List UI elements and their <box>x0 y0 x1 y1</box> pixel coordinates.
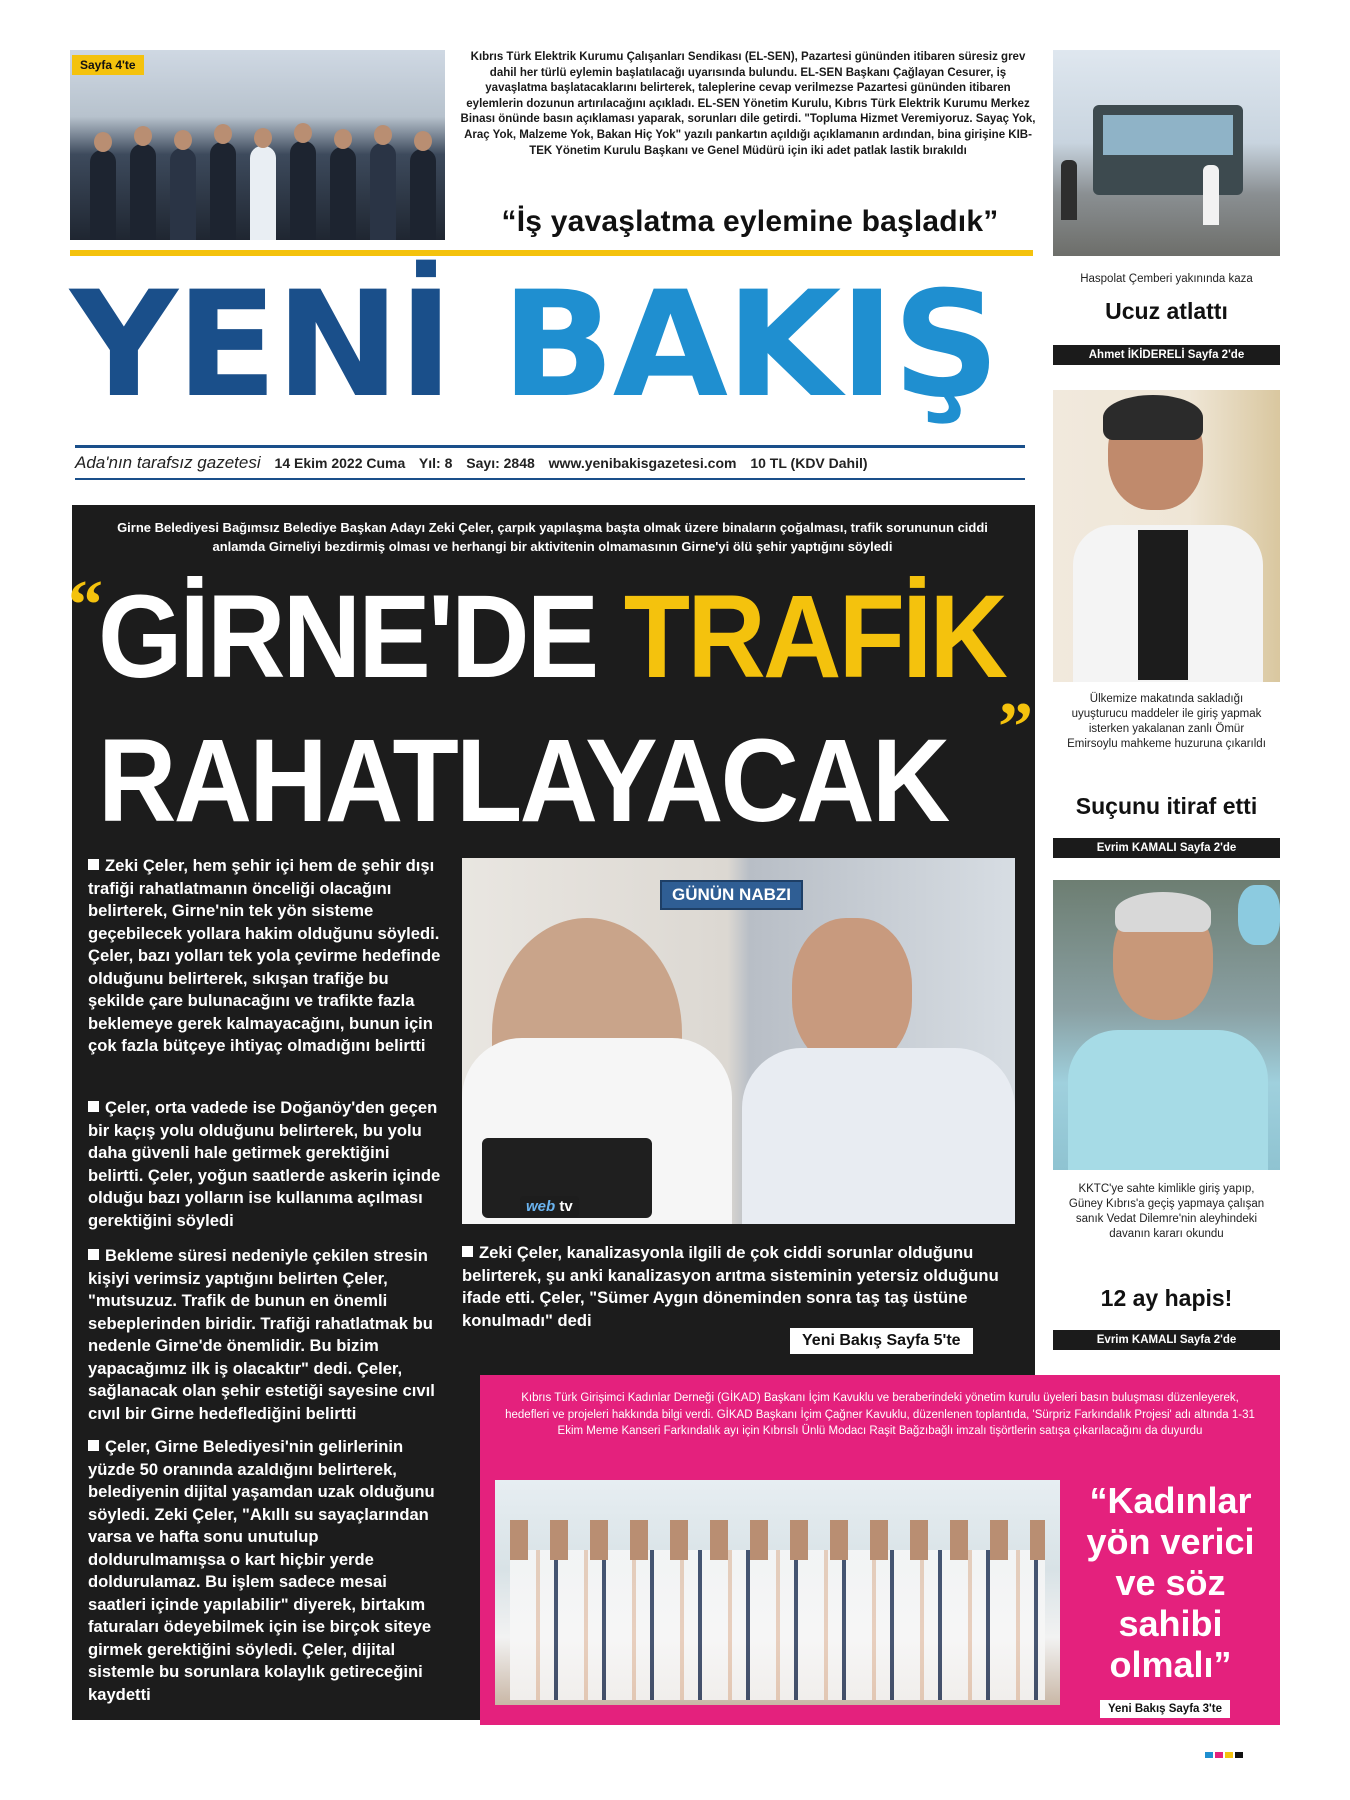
sidebar-story3-headline: 12 ay hapis! <box>1100 1285 1233 1311</box>
gikad-quote-line2: yön verici <box>1086 1521 1255 1562</box>
page-reference-tag: Sayfa 4'te <box>72 55 144 75</box>
main-story-page-tag: Yeni Bakış Sayfa 5'te <box>790 1328 973 1354</box>
masthead-rule-bottom <box>75 478 1025 480</box>
newspaper-slogan: Ada'nın tarafsız gazetesi <box>75 453 261 472</box>
bullet-icon <box>88 859 99 870</box>
sidebar-story3-caption: KKTC'ye sahte kimlikle giriş yapıp, Güney Kıbrıs'a geçiş yapmaya çalışan sanık Vedat Dilemre'nin aleyhindeki davanın kararı okundu <box>1068 1183 1265 1240</box>
top-story-headline: “İş yavaşlatma eylemine başladık” <box>501 205 999 238</box>
sidebar-story1-byline: Ahmet İKİDERELİ Sayfa 2'de <box>1053 345 1280 365</box>
gikad-quote-line5: olmalı” <box>1109 1644 1232 1685</box>
bullet-icon <box>462 1246 473 1257</box>
top-divider <box>70 250 1033 256</box>
photo-caption-paragraph: Zeki Çeler, kanalizasyonla ilgili de çok ciddi sorunlar olduğunu belirterek, şu anki kanalizasyon arıtma sisteminin yetersiz olduğunu ifade etti. Çeler, "Sümer Aygın döneminden sonra taş taş üstüne konulmadı" dedi <box>462 1243 999 1330</box>
masthead-rule-top <box>75 445 1025 448</box>
sidebar-story1-headline: Ucuz atlattı <box>1105 298 1228 324</box>
sidebar-story2-headline: Suçunu itiraf etti <box>1075 793 1258 819</box>
protest-photo <box>70 50 445 240</box>
bullet-icon <box>88 1101 99 1112</box>
issue-number: Sayı: 2848 <box>466 455 535 471</box>
website-url: www.yenibakisgazetesi.com <box>548 455 737 471</box>
gikad-quote-line1: “Kadınlar <box>1089 1480 1252 1521</box>
newspaper-masthead <box>70 260 998 430</box>
sidebar-story2-byline: Evrim KAMALI Sayfa 2'de <box>1053 838 1280 858</box>
webtv-tv: tv <box>559 1198 573 1215</box>
issue-year: Yıl: 8 <box>418 455 453 471</box>
gikad-story-text: Kıbrıs Türk Girişimci Kadınlar Derneği (GİKAD) Başkanı İçim Kavuklu ve beraberindeki yönetim kurulu üyeleri basın buluşması düzenleyerek, hedefleri ve projeleri hakkında bilgi verdi. GİKAD Başkanı İçim Çağner Kavuklu, düzenlenen toplantıda, 'Sürpriz Farkındalık Projesi' adı altında 1-31 Ekim Meme Kanseri Farkındalık ayı için Kıbrıslı Ünlü Modacı Raşit Bağzıbağlı imzalı tişörtlerin satışa çıkarılacağını da duyurdu <box>505 1392 1255 1437</box>
issue-date: 14 Ekim 2022 Cuma <box>274 455 406 471</box>
print-registration-marks <box>1205 1745 1245 1763</box>
masthead-word-2: BAKIŞ <box>501 260 998 430</box>
bullet-icon <box>88 1249 99 1260</box>
webtv-web: web <box>526 1198 556 1215</box>
masthead-word-1: YENİ <box>70 260 452 430</box>
main-paragraph-2: Çeler, orta vadede ise Doğanöy'den geçen bir kaçış yolu olduğunu belirterek, bu yolu daha güvenli hale getirmek gerektiğini belirtti. Çeler, yoğun saatlerde askerin içinde olduğu bazı yolların ise kullanıma açılması gerektiğini söyledi <box>88 1098 441 1230</box>
headline-girnede: GİRNE'DE <box>98 571 597 703</box>
issue-price: 10 TL (KDV Dahil) <box>750 455 868 471</box>
main-story-intro: Girne Belediyesi Bağımsız Belediye Başkan Adayı Zeki Çeler, çarpık yapılaşma başta olmak üzere binaların çoğalması, trafik sorununun ciddi anlamda Girneliyi bezdirmiş olması ve herhangi bir aktivitenin olmamasının Girne'yi ölü şehir yaptığını söyledi <box>117 520 988 554</box>
gikad-page-tag: Yeni Bakış Sayfa 3'te <box>1100 1700 1230 1718</box>
gunun-nabzi-badge: GÜNÜN NABZI <box>660 880 803 910</box>
sidebar-story3-byline: Evrim KAMALI Sayfa 2'de <box>1053 1330 1280 1350</box>
bus-accident-photo <box>1053 50 1280 256</box>
bullet-icon <box>88 1440 99 1451</box>
webtv-logo <box>520 1196 579 1217</box>
gikad-quote-line3: ve söz <box>1115 1562 1226 1603</box>
gikad-group-photo <box>495 1480 1060 1705</box>
dateline <box>75 453 878 473</box>
interview-photo <box>462 858 1015 1224</box>
top-story-text: Kıbrıs Türk Elektrik Kurumu Çalışanları Sendikası (EL-SEN), Pazartesi gününden itibaren süresiz grev dahil her türlü eylemin başlatılacağı uyarısında bulundu. EL-SEN Başkanı Çağlayan Cesurer, iş yavaşlatma başlatacaklarını belirterek, taleplerine cevap verilmezse Pazartesi gününden itibaren eylemlerin dozunun artırılacağını açıkladı. EL-SEN Yönetim Kurulu, Kıbrıs Türk Elektrik Kurumu Merkez Binası önünde basın açıklaması yaparak, sorunları dile getirdi. "Topluma Hizmet Veremiyoruz. Sayaç Yok, Araç Yok, Malzeme Yok, Bakan Hiç Yok" yazılı pankartın açıldığı açıklamanın ardından, bina girişine KIB-TEK Yönetim Kurulu Başkanı ve Genel Müdürü için iki adet patlak lastik bırakıldı <box>460 51 1036 157</box>
close-quote-mark: ” <box>998 689 1033 766</box>
gikad-quote-line4: sahibi <box>1118 1603 1223 1644</box>
main-headline-line2: RAHATLAYACAK <box>98 715 948 847</box>
sidebar-story1-caption: Haspolat Çemberi yakınında kaza <box>1080 273 1253 285</box>
headline-trafik: TRAFİK <box>623 571 1006 703</box>
main-headline-line1 <box>98 571 1006 703</box>
open-quote-mark: “ <box>68 567 103 644</box>
suspect-photo <box>1053 390 1280 682</box>
main-paragraph-3: Bekleme süresi nedeniyle çekilen stresin kişiyi verimsiz yaptığını belirten Çeler, "mutsuzuz. Trafik de bunun en önemli sebeplerinden biridir. Trafiği rahatlatmak bu nedenle Girne'de önemlidir. Bu bizim yapacağımız ilk iş olacaktır" dedi. Çeler, sağlanacak olan şehir estetiği sayesine cıvıl cıvıl bir Girne hedeflediğini belirtti <box>88 1246 435 1423</box>
main-paragraph-4: Çeler, Girne Belediyesi'nin gelirlerinin yüzde 50 oranında azaldığını belirterek, belediyenin dijital yaşamdan uzak olduğunu söyledi. Zeki Çeler, "Akıllı su sayaçlarından varsa ve hafta sonu unutulup doldurulmamışsa o kart hiçbir yerde doldurulamaz. Bu işlem sadece mesai saatleri içinde yapılabilir" diyerek, birtakım faturaları ödeyebilmek için ise birçok siteye girmek gerektiğini söyledi. Çeler, dijital sistemle bu sorunlara kolaylık getireceğini kaydetti <box>88 1437 435 1704</box>
main-paragraph-1: Zeki Çeler, hem şehir içi hem de şehir dışı trafiği rahatlatmanın önceliği olacağını belirterek, Girne'nin tek yön sisteme geçebilecek yollara hakim olduğunu söyledi. Çeler, bazı yolları tek yola çevirme hedefinde olduğunu belirterek, sıkışan trafiğe bu şekilde çare bulunacağını ve trafikte fazla beklemeye gerek kalmayacağını, bunun için çok fazla bütçeye ihtiyaç olmadığını belirtti <box>88 856 441 1055</box>
defendant-photo <box>1053 880 1280 1170</box>
gikad-quote <box>1068 1480 1273 1685</box>
sidebar-story2-caption: Ülkemize makatında sakladığı uyuşturucu maddeler ile giriş yapmak isterken yakalanan zanlı Ömür Emirsoylu mahkeme huzuruna çıkarıldı <box>1067 693 1266 750</box>
